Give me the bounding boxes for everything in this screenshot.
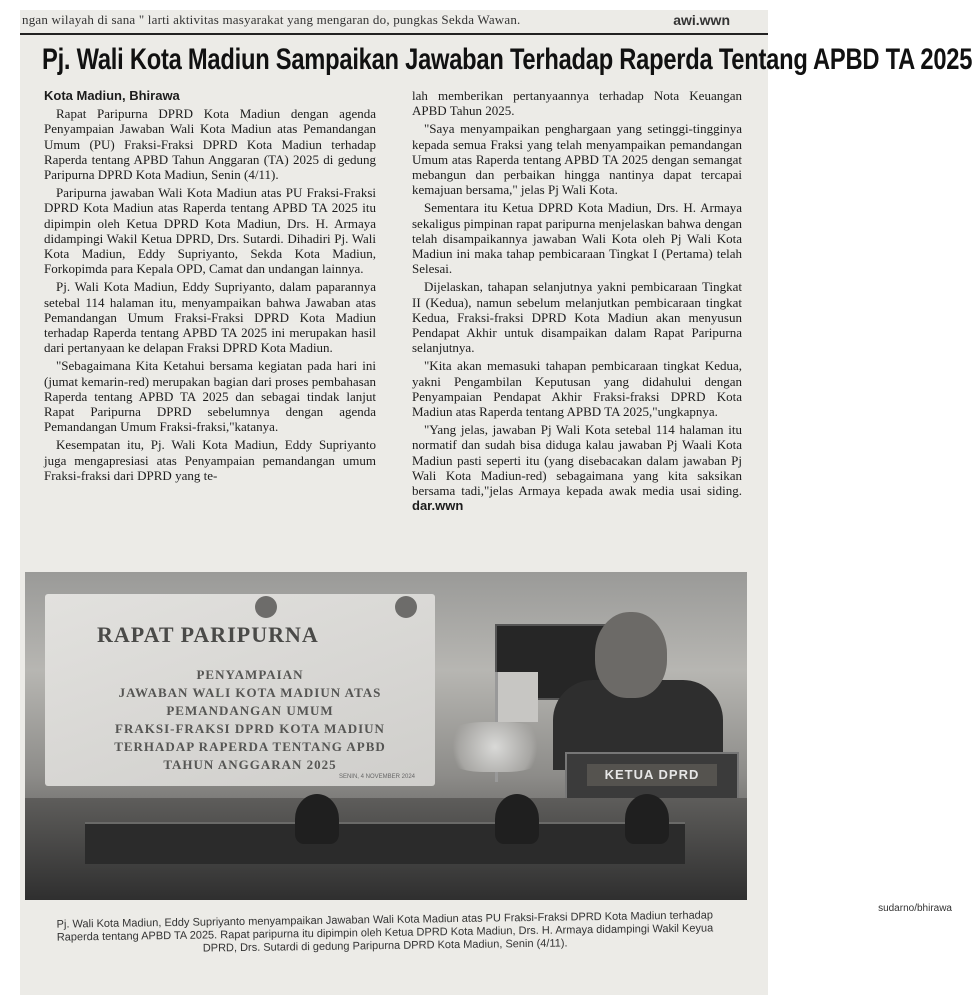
photo-credit: sudarno/bhirawa: [878, 903, 952, 914]
banner-line: FRAKSI-FRAKSI DPRD KOTA MADIUN: [115, 721, 385, 736]
left-column: [44, 88, 376, 486]
speaker-head: [595, 612, 667, 698]
banner-line: JAWABAN WALI KOTA MADIUN ATAS: [118, 685, 382, 700]
banner-line: PENYAMPAIAN: [196, 667, 304, 682]
headline: Pj. Wali Kota Madiun Sampaikan Jawaban Terhadap Raperda Tentang APBD TA 2025: [42, 43, 972, 76]
podium-label: KETUA DPRD: [587, 764, 717, 786]
banner-line: PEMANDANGAN UMUM: [166, 703, 334, 718]
section-divider: [20, 33, 768, 35]
paragraph: Pj. Wali Kota Madiun, Eddy Supriyanto, dalam paparannya setebal 114 halaman itu, menyampaikan bahwa Jawaban atas Pemandangan Umum Fraksi-Fraksi DPRD Kota Madiun terhadap Raperda tentang APBD TA 2025 ini merupakan hasil dari pertanyaan ke delapan Fraksi DPRD Kota Madiun.: [44, 279, 376, 356]
paragraph-text: "Yang jelas, jawaban Pj Wali Kota setebal 114 halaman itu normatif dan sudah bisa diduga kalau jawaban Pj Waali Kota Madiun pasti seperti itu (yang disebacakan dalam jawaban Pj Wali Kota Madiun-red) sebagaimana yang kita saksikan bersama tadi,"jelas Armaya kepada awak media usai siding.: [412, 422, 742, 499]
front-desk: [85, 822, 685, 864]
banner-date: SENIN, 4 NOVEMBER 2024: [338, 774, 415, 780]
flower-arrangement: [440, 722, 550, 772]
photo-caption: Pj. Wali Kota Madiun, Eddy Supriyanto menyampaikan Jawaban Wali Kota Madiun atas PU Fraksi-Fraksi DPRD Kota Madiun terhadap Raperda tentang APBD TA 2025. Rapat paripurna itu dipimpin oleh Ketua DPRD Kota Madiun, Drs. H. Armaya didampingi Wakil Keyua DPRD, Drs. Sutardi di gedung Paripurna DPRD Kota Madiun, Senin (4/11).: [56, 909, 714, 955]
paragraph: "Kita akan memasuki tahapan pembicaraan tingkat Kedua, yakni Pengambilan Keputusan yang didahului dengan Penyampaian Pendapat Akhir Fraksi-fraksi DPRD Kota Madiun atas Raperda tentang APBD TA 2025,"ungkapnya.: [412, 358, 742, 420]
previous-article-signature: awi.wwn: [673, 12, 730, 28]
attendee: [625, 794, 669, 844]
attendee: [495, 794, 539, 844]
city-emblem-icon: [255, 596, 277, 618]
paragraph: "Sebagaimana Kita Ketahui bersama kegiatan pada hari ini (jumat kemarin-red) merupakan bagian dari proses pembahasan Raperda tentang APBD TA 2025 dan sebagai tindak lanjut Rapat Paripurna DPRD sebelumnya dengan agenda Pemandangan Umum Fraksi-fraksi,"katanya.: [44, 358, 376, 435]
article-signature: dar.wwn: [412, 498, 464, 514]
news-photo: [25, 572, 747, 900]
previous-article-tail: [20, 10, 768, 32]
paragraph: Rapat Paripurna DPRD Kota Madiun dengan agenda Penyampaian Jawaban Wali Kota Madiun atas Pemandangan Umum (PU) Fraksi-Fraksi DPRD Kota Madiun terhadap Raperda tentang APBD Tahun Anggaran (TA) 2025 di gedung Paripurna DPRD Kota Madiun, Senin (4/11).: [44, 106, 376, 183]
paragraph: Kesempatan itu, Pj. Wali Kota Madiun, Eddy Supriyanto juga mengapresiasi atas Penyampaian pemandangan umum Fraksi-fraksi dari DPRD yang te-: [44, 437, 376, 483]
dateline-paragraph: [44, 88, 376, 103]
banner-line: TAHUN ANGGARAN 2025: [163, 757, 337, 772]
paragraph-last: [412, 422, 742, 513]
banner-title: RAPAT PARIPURNA: [97, 622, 319, 647]
podium: [565, 752, 739, 800]
banner-subtitle: [85, 666, 415, 774]
paragraph: "Saya menyampaikan penghargaan yang setinggi-tingginya kepada semua Fraksi yang telah menyampaikan pemandangan Umum atas Raperda tentang APBD TA 2025 dengan semangat mebangun dan perbaikan hingga nantinya dapat tercapai kemajuan bersama," jelas Pj Wali Kota.: [412, 121, 742, 198]
banner-logos: [45, 594, 435, 618]
paragraph: Dijelaskan, tahapan selanjutnya yakni pembicaraan Tingkat II (Kedua), namun sebelum melanjutkan pembicaraan tingkat Kedua, Fraksi-fraksi DPRD Kota Madiun akan menyusun Pendapat Akhir untuk disampaikan dalam Rapat Paripurna selanjutnya.: [412, 279, 742, 356]
dprd-emblem-icon: [395, 596, 417, 618]
paragraph: lah memberikan pertanyaannya terhadap Nota Keuangan APBD Tahun 2025.: [412, 88, 742, 119]
right-column: [412, 88, 742, 516]
paragraph: Sementara itu Ketua DPRD Kota Madiun, Drs. H. Armaya sekaligus pimpinan rapat paripurna menjelaskan bahwa dengan telah disampaikannya jawaban Wali Kota oleh Pj Wali Kota Madiun ini maka tahap pembicaraan Tingkat I (Pertama) telah Selesai.: [412, 200, 742, 277]
previous-article-text: ngan wilayah di sana " larti aktivitas masyarakat yang mengaran do, pungkas Sekda Wawan.: [22, 12, 521, 27]
paragraph: Paripurna jawaban Wali Kota Madiun atas PU Fraksi-Fraksi DPRD Kota Madiun atas Raperda tentang APBD TA 2025 itu dipimpin oleh Ketua DPRD Kota Madiun, Drs. H. Armaya didampingi Wakil Ketua DPRD, Drs. Sutardi. Dihadiri Pj. Wali Kota Madiun, Eddy Supriyanto, Sekda Kota Madiun, Forkopimda para Kepala OPD, Camat dan undangan lainnya.: [44, 185, 376, 277]
flag: [498, 672, 538, 722]
banner-line: TERHADAP RAPERDA TENTANG APBD: [114, 739, 386, 754]
attendee: [295, 794, 339, 844]
event-banner: [45, 594, 435, 786]
dateline: Kota Madiun, Bhirawa: [44, 88, 180, 103]
